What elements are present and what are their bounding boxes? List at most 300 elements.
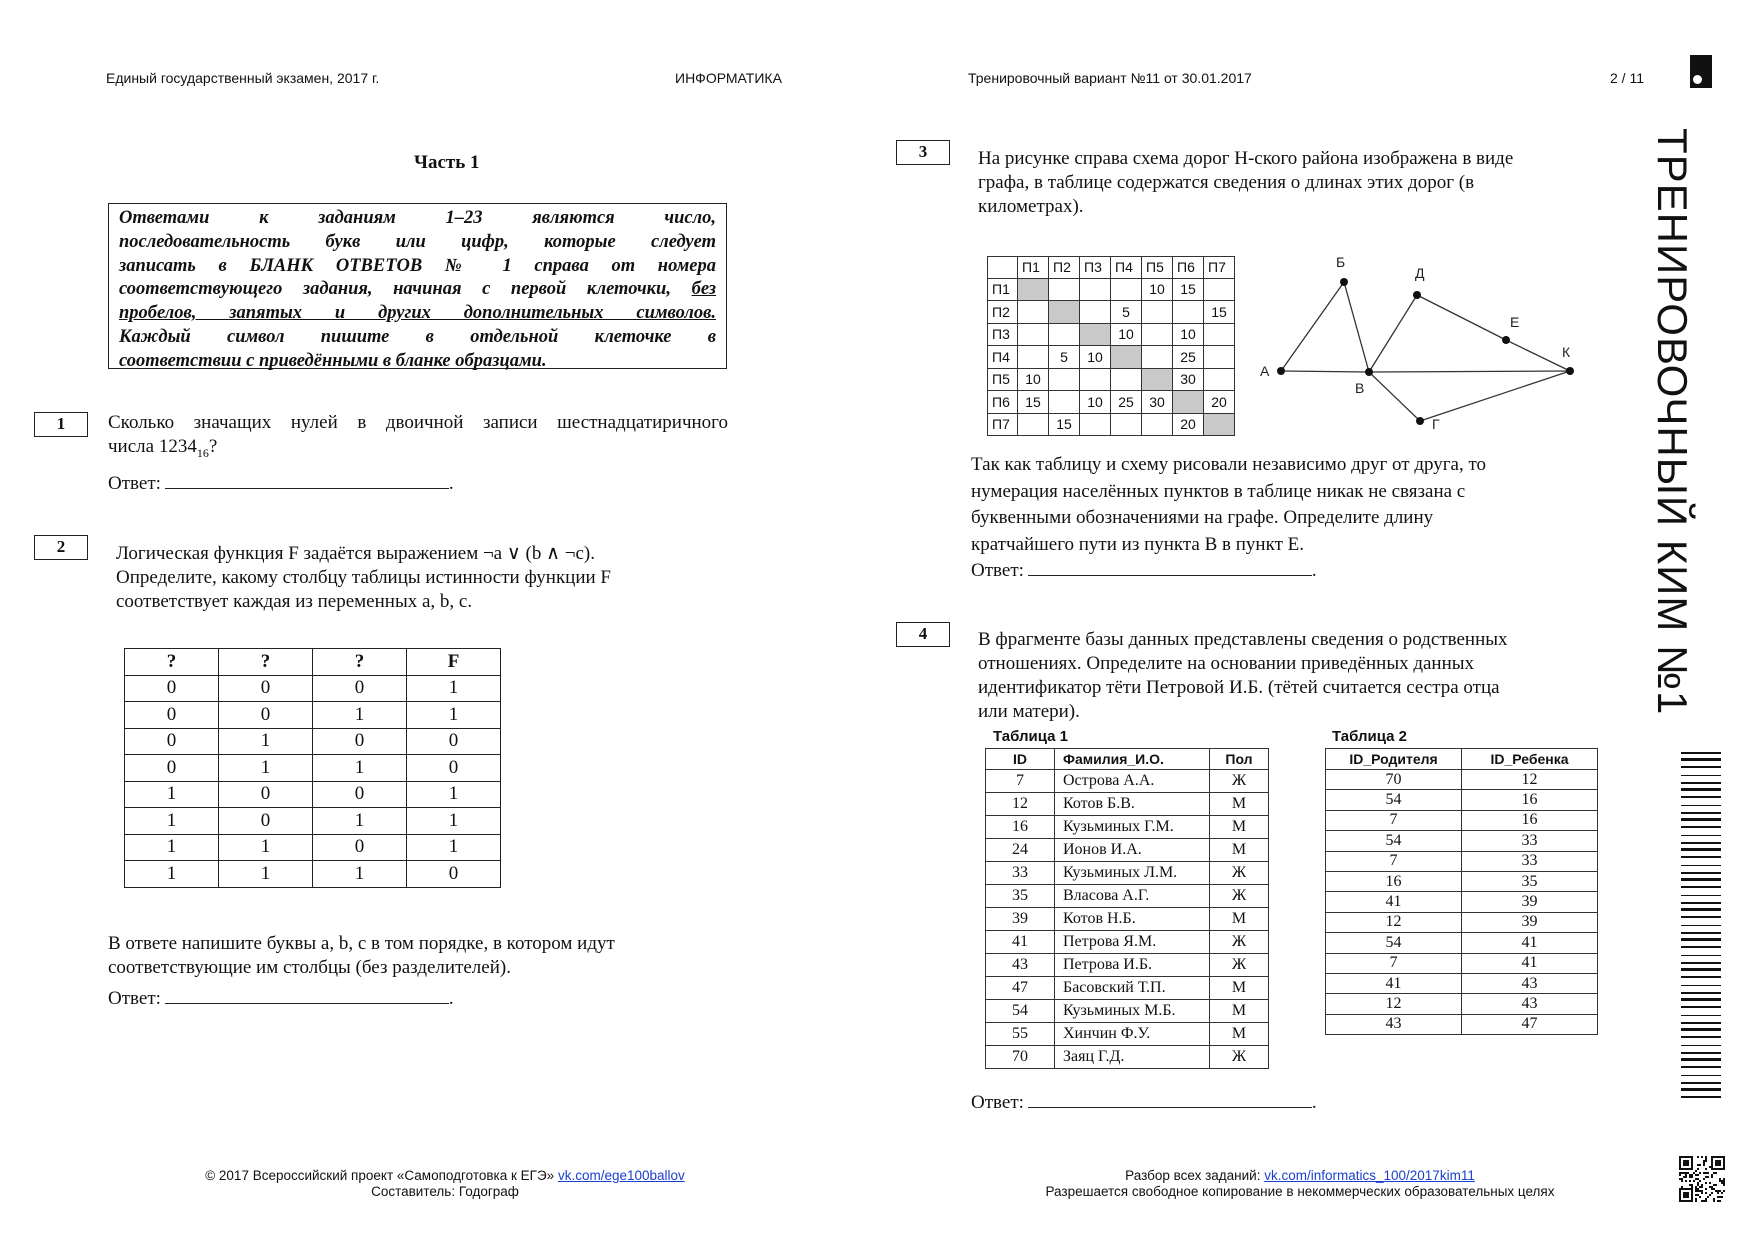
road-cell [1018, 346, 1049, 369]
relations-row [1326, 770, 1598, 790]
people-table [985, 748, 1269, 1069]
footer-right-link[interactable]: vk.com/informatics_100/2017kim11 [1264, 1168, 1475, 1183]
truth-header: F [407, 649, 501, 676]
task1-text-end: ? [208, 436, 218, 457]
graph-node [1502, 336, 1510, 344]
people-cell: Ж [1210, 954, 1269, 977]
people-cell: 54 [986, 1000, 1055, 1023]
graph-edge [1369, 295, 1417, 372]
relations-table [1325, 748, 1598, 1035]
footer-left [150, 1168, 740, 1200]
road-cell [1049, 391, 1080, 414]
task2-answer: Ответ: . [108, 985, 454, 1010]
people-row [986, 954, 1269, 977]
road-cell [1204, 278, 1235, 301]
people-cell: Басовский Т.П. [1055, 977, 1210, 1000]
graph-edge [1369, 372, 1420, 421]
qr-code-icon [1679, 1156, 1725, 1202]
road-cell: 5 [1049, 346, 1080, 369]
relations-cell: 43 [1462, 973, 1598, 993]
relations-cell: 35 [1462, 871, 1598, 891]
people-cell: Ж [1210, 1046, 1269, 1069]
task-number-box: 3 [896, 140, 950, 165]
header-subject: ИНФОРМАТИКА [675, 70, 782, 86]
road-row [988, 368, 1235, 391]
task3-line: графа, в таблице содержатся сведения о длинах этих дорог (в [978, 172, 1475, 193]
footer-left-link[interactable]: vk.com/ege100ballov [557, 1168, 685, 1183]
answer-label: Ответ: [971, 560, 1024, 581]
task3-line: километрах). [978, 196, 1084, 217]
people-row [986, 839, 1269, 862]
truth-row [125, 781, 501, 808]
people-cell: 41 [986, 931, 1055, 954]
road-cell [1049, 368, 1080, 391]
road-cell-diagonal [1049, 301, 1080, 324]
road-cell [1018, 413, 1049, 436]
road-header: П3 [1080, 257, 1111, 279]
truth-cell: 1 [125, 808, 219, 835]
road-row [988, 346, 1235, 369]
road-cell: 15 [1204, 301, 1235, 324]
road-cell [1111, 368, 1142, 391]
footer-right-line1 [1010, 1168, 1590, 1184]
truth-cell: 0 [313, 728, 407, 755]
people-cell: 33 [986, 862, 1055, 885]
relations-cell: 12 [1326, 912, 1462, 932]
task2-after [108, 932, 615, 980]
road-row [988, 413, 1235, 436]
truth-cell: 1 [407, 834, 501, 861]
part-title: Часть 1 [414, 152, 480, 173]
graph-label-d: Д [1415, 265, 1425, 281]
road-cell-diagonal [1111, 346, 1142, 369]
road-cell [1204, 346, 1235, 369]
road-row-label: П4 [988, 346, 1018, 369]
truth-cell: 0 [407, 861, 501, 888]
people-cell: М [1210, 977, 1269, 1000]
people-row [986, 1046, 1269, 1069]
table2-caption: Таблица 2 [1332, 728, 1408, 745]
relations-cell: 7 [1326, 851, 1462, 871]
instructions-line [119, 278, 716, 302]
relations-row [1326, 810, 1598, 830]
people-cell: 55 [986, 1023, 1055, 1046]
road-header: П2 [1049, 257, 1080, 279]
road-cell [1204, 368, 1235, 391]
answer-line[interactable] [165, 985, 449, 1004]
people-cell: 7 [986, 770, 1055, 793]
road-cell: 10 [1080, 391, 1111, 414]
answer-label: Ответ: [108, 988, 161, 1009]
relations-cell: 41 [1462, 933, 1598, 953]
task2-after-line: В ответе напишите буквы a, b, c в том порядке, в котором идут [108, 933, 615, 954]
road-cell: 15 [1173, 278, 1204, 301]
road-row-label: П3 [988, 323, 1018, 346]
graph-edge [1420, 371, 1570, 421]
graph-label-g: Г [1432, 416, 1440, 432]
people-cell: Петрова И.Б. [1055, 954, 1210, 977]
relations-cell: 41 [1462, 953, 1598, 973]
truth-cell: 1 [407, 675, 501, 702]
road-cell [1080, 278, 1111, 301]
truth-cell: 1 [125, 781, 219, 808]
road-cell-diagonal [1018, 278, 1049, 301]
road-header: П7 [1204, 257, 1235, 279]
road-row [988, 301, 1235, 324]
task4-line: отношениях. Определите на основании приведённых данных [978, 653, 1475, 674]
people-cell: Котов Б.В. [1055, 793, 1210, 816]
road-row [988, 278, 1235, 301]
graph-node [1365, 368, 1373, 376]
truth-cell: 1 [219, 861, 313, 888]
task1-line: Сколько значащих нулей в двоичной записи шестнадцатиричного [108, 412, 728, 433]
truth-cell: 0 [219, 781, 313, 808]
people-cell: Петрова Я.М. [1055, 931, 1210, 954]
people-cell: М [1210, 1023, 1269, 1046]
header-variant: Тренировочный вариант №11 от 30.01.2017 [968, 70, 1252, 86]
truth-cell: 0 [313, 781, 407, 808]
road-cell: 5 [1111, 301, 1142, 324]
truth-cell: 1 [313, 702, 407, 729]
road-cell-diagonal [1080, 323, 1111, 346]
relations-cell: 47 [1462, 1014, 1598, 1034]
task3-after-line: нумерация населённых пунктов в таблице никак не связана с [971, 480, 1466, 502]
road-row [988, 391, 1235, 414]
task3-answer: Ответ: . [971, 557, 1317, 582]
task1-question [108, 411, 728, 465]
people-cell: Кузьминых Г.М. [1055, 816, 1210, 839]
people-cell: М [1210, 908, 1269, 931]
people-cell: 35 [986, 885, 1055, 908]
relations-cell: 12 [1462, 770, 1598, 790]
people-cell: 24 [986, 839, 1055, 862]
relations-cell: 41 [1326, 892, 1462, 912]
relations-row [1326, 933, 1598, 953]
header-exam: Единый государственный экзамен, 2017 г. [106, 70, 380, 86]
truth-cell: 0 [407, 728, 501, 755]
relations-header: ID_Родителя [1326, 749, 1462, 770]
relations-row [1326, 973, 1598, 993]
truth-header: ? [219, 649, 313, 676]
relations-cell: 43 [1326, 1014, 1462, 1034]
road-row-label: П2 [988, 301, 1018, 324]
task3-line: На рисунке справа схема дорог Н-ского района изображена в виде [978, 148, 1514, 169]
task4-line: или матери). [978, 701, 1080, 722]
relations-cell: 43 [1462, 994, 1598, 1014]
people-cell: М [1210, 793, 1269, 816]
truth-cell: 1 [219, 728, 313, 755]
graph-label-v: В [1355, 380, 1365, 396]
road-cell [1080, 413, 1111, 436]
road-corner [988, 257, 1018, 279]
instructions-line: Каждый символ пишите в отдельной клеточке в [119, 326, 716, 347]
graph-label-b: Б [1336, 254, 1346, 270]
road-row-label: П7 [988, 413, 1018, 436]
people-cell: 43 [986, 954, 1055, 977]
people-row [986, 793, 1269, 816]
people-cell: 47 [986, 977, 1055, 1000]
task2-line: Логическая функция F задаётся выражением ¬a ∨ (b ∧ ¬c). [116, 543, 595, 564]
truth-cell: 0 [219, 808, 313, 835]
road-cell: 15 [1018, 391, 1049, 414]
graph-edge [1281, 282, 1344, 371]
people-cell: Ионов И.А. [1055, 839, 1210, 862]
graph-node [1340, 278, 1348, 286]
graph-label-a: А [1260, 363, 1270, 379]
task1-answer: Ответ: . [108, 470, 454, 495]
people-row [986, 1023, 1269, 1046]
task3-after-line: буквенными обозначениями на графе. Определите длину [971, 507, 1434, 528]
truth-cell: 1 [313, 861, 407, 888]
people-cell: 70 [986, 1046, 1055, 1069]
people-cell: М [1210, 839, 1269, 862]
road-header: П1 [1018, 257, 1049, 279]
task2-line: соответствует каждая из переменных a, b, c. [116, 591, 473, 612]
road-header: П6 [1173, 257, 1204, 279]
truth-cell: 1 [125, 861, 219, 888]
instructions-line: записать в БЛАНК ОТВЕТОВ № 1 справа от номера [119, 255, 716, 276]
barcode-icon [1681, 752, 1721, 1102]
road-cell: 20 [1173, 413, 1204, 436]
road-cell [1142, 323, 1173, 346]
graph-edge [1506, 340, 1570, 371]
answer-label: Ответ: [108, 473, 161, 494]
road-cell: 10 [1173, 323, 1204, 346]
road-header: П5 [1142, 257, 1173, 279]
graph-edge [1344, 282, 1369, 372]
truth-row [125, 755, 501, 782]
road-cell [1111, 413, 1142, 436]
relations-cell: 12 [1326, 994, 1462, 1014]
road-row-label: П1 [988, 278, 1018, 301]
truth-table [124, 648, 501, 888]
road-cell [1049, 278, 1080, 301]
task1-text: числа 1234 [108, 436, 197, 457]
people-cell: Кузьминых Л.М. [1055, 862, 1210, 885]
people-cell: Ж [1210, 885, 1269, 908]
truth-row [125, 702, 501, 729]
answer-line[interactable] [1028, 557, 1312, 576]
relations-row [1326, 994, 1598, 1014]
people-cell: Ж [1210, 931, 1269, 954]
people-cell: 39 [986, 908, 1055, 931]
task4-line: В фрагменте базы данных представлены сведения о родственных [978, 629, 1508, 650]
instructions-line: последовательность букв или цифр, которые следует [119, 231, 716, 252]
truth-cell: 1 [407, 702, 501, 729]
road-cell: 30 [1142, 391, 1173, 414]
truth-row [125, 861, 501, 888]
truth-cell: 1 [313, 755, 407, 782]
instructions-underlined: без [691, 279, 717, 300]
relations-cell: 16 [1462, 790, 1598, 810]
road-cell [1018, 301, 1049, 324]
task-number-box: 4 [896, 622, 950, 647]
task2-after-line: соответствующие им столбцы (без разделителей). [108, 957, 511, 978]
graph-node [1416, 417, 1424, 425]
relations-row [1326, 871, 1598, 891]
road-graph [1250, 245, 1590, 435]
truth-cell: 1 [407, 808, 501, 835]
people-row [986, 1000, 1269, 1023]
instructions-line: пробелов, запятых и других дополнительных символов. [119, 303, 716, 324]
road-row-label: П5 [988, 368, 1018, 391]
graph-node [1277, 367, 1285, 375]
relations-row [1326, 851, 1598, 871]
road-cell: 10 [1142, 278, 1173, 301]
task3-after-line: кратчайшего пути из пункта В в пункт Е. [971, 533, 1304, 555]
truth-cell: 1 [219, 755, 313, 782]
truth-cell: 0 [219, 702, 313, 729]
truth-cell: 1 [313, 808, 407, 835]
answer-label: Ответ: [971, 1092, 1024, 1113]
relations-cell: 16 [1326, 871, 1462, 891]
truth-cell: 0 [313, 834, 407, 861]
people-header: Фамилия_И.О. [1055, 749, 1210, 770]
task3-question [978, 147, 1513, 219]
footer-project: © 2017 Всероссийский проект «Самоподготовка к ЕГЭ» [205, 1168, 555, 1183]
task3-after [971, 452, 1486, 558]
road-cell: 20 [1204, 391, 1235, 414]
truth-cell: 0 [313, 675, 407, 702]
people-cell: 16 [986, 816, 1055, 839]
road-cell-diagonal [1142, 368, 1173, 391]
road-cell-diagonal [1204, 413, 1235, 436]
road-cell [1049, 323, 1080, 346]
graph-edge [1417, 295, 1506, 340]
road-cell: 10 [1111, 323, 1142, 346]
relations-row [1326, 831, 1598, 851]
answer-line[interactable] [1028, 1089, 1312, 1108]
side-title: ТРЕНИРОВОЧНЫЙ КИМ №1 [1649, 128, 1696, 716]
task4-line: идентификатор тёти Петровой И.Б. (тётей считается сестра отца [978, 677, 1500, 698]
relations-row [1326, 790, 1598, 810]
relations-row [1326, 953, 1598, 973]
road-cell: 25 [1111, 391, 1142, 414]
relations-row [1326, 912, 1598, 932]
people-cell: Острова А.А. [1055, 770, 1210, 793]
relations-cell: 54 [1326, 831, 1462, 851]
task2-question [116, 542, 611, 614]
people-row [986, 977, 1269, 1000]
truth-row [125, 675, 501, 702]
people-cell: Заяц Г.Д. [1055, 1046, 1210, 1069]
relations-cell: 54 [1326, 790, 1462, 810]
graph-label-e: Е [1510, 314, 1520, 330]
graph-edge [1369, 371, 1570, 372]
relations-cell: 39 [1462, 892, 1598, 912]
instructions-line: Ответами к заданиям 1–23 являются число, [119, 208, 716, 228]
task4-answer: Ответ: . [971, 1089, 1317, 1114]
truth-cell: 0 [125, 675, 219, 702]
people-cell: Котов Н.Б. [1055, 908, 1210, 931]
people-cell: Хинчин Ф.У. [1055, 1023, 1210, 1046]
relations-cell: 16 [1462, 810, 1598, 830]
relations-cell: 7 [1326, 810, 1462, 830]
people-cell: М [1210, 1000, 1269, 1023]
task4-question [978, 628, 1508, 724]
footer-review: Разбор всех заданий: [1125, 1168, 1261, 1183]
road-cell [1111, 278, 1142, 301]
graph-edge [1281, 371, 1369, 372]
relations-cell: 7 [1326, 953, 1462, 973]
corner-marker-icon [1690, 55, 1712, 88]
people-header: Пол [1210, 749, 1269, 770]
truth-cell: 0 [407, 755, 501, 782]
road-cell [1173, 301, 1204, 324]
header-page: 2 / 11 [1610, 70, 1644, 86]
table1-caption: Таблица 1 [993, 728, 1069, 745]
instructions-line: соответствии с приведёнными в бланке образцами. [119, 350, 547, 371]
truth-cell: 0 [125, 702, 219, 729]
road-cell: 10 [1080, 346, 1111, 369]
road-row [988, 323, 1235, 346]
road-row-label: П6 [988, 391, 1018, 414]
footer-right [1010, 1168, 1590, 1200]
truth-header: ? [125, 649, 219, 676]
road-cell [1018, 323, 1049, 346]
truth-cell: 1 [407, 781, 501, 808]
truth-row [125, 834, 501, 861]
truth-header: ? [313, 649, 407, 676]
task2-line: Определите, какому столбцу таблицы истинности функции F [116, 567, 612, 588]
road-cell: 30 [1173, 368, 1204, 391]
relations-cell: 39 [1462, 912, 1598, 932]
relations-row [1326, 892, 1598, 912]
road-cell: 25 [1173, 346, 1204, 369]
graph-node [1413, 291, 1421, 299]
people-row [986, 908, 1269, 931]
footer-author: Составитель: Годограф [371, 1184, 519, 1199]
people-row [986, 862, 1269, 885]
road-cell [1142, 346, 1173, 369]
road-cell [1142, 413, 1173, 436]
relations-cell: 33 [1462, 851, 1598, 871]
graph-label-k: К [1562, 344, 1571, 360]
relations-cell: 70 [1326, 770, 1462, 790]
task-number-box: 1 [34, 412, 88, 437]
road-header: П4 [1111, 257, 1142, 279]
instructions-box [108, 203, 727, 369]
road-table [987, 256, 1235, 436]
truth-row [125, 808, 501, 835]
truth-cell: 1 [125, 834, 219, 861]
relations-cell: 41 [1326, 973, 1462, 993]
footer-left-line1 [150, 1168, 740, 1184]
graph-node [1566, 367, 1574, 375]
road-cell: 10 [1018, 368, 1049, 391]
relations-row [1326, 1014, 1598, 1034]
people-cell: Власова А.Г. [1055, 885, 1210, 908]
people-row [986, 931, 1269, 954]
people-header: ID [986, 749, 1055, 770]
task3-after-line: Так как таблицу и схему рисовали независимо друг от друга, то [971, 454, 1487, 475]
answer-line[interactable] [165, 470, 449, 489]
road-cell [1204, 323, 1235, 346]
people-cell: М [1210, 816, 1269, 839]
footer-license: Разрешается свободное копирование в некоммерческих образовательных целях [1045, 1184, 1555, 1199]
people-cell: Кузьминых М.Б. [1055, 1000, 1210, 1023]
instructions-line-text: соответствующего задания, начиная с первой клеточки, [119, 279, 671, 300]
relations-cell: 54 [1326, 933, 1462, 953]
people-row [986, 885, 1269, 908]
task-number-box: 2 [34, 535, 88, 560]
truth-cell: 1 [219, 834, 313, 861]
road-cell [1142, 301, 1173, 324]
road-cell: 15 [1049, 413, 1080, 436]
road-cell [1080, 368, 1111, 391]
road-cell [1080, 301, 1111, 324]
people-cell: 12 [986, 793, 1055, 816]
